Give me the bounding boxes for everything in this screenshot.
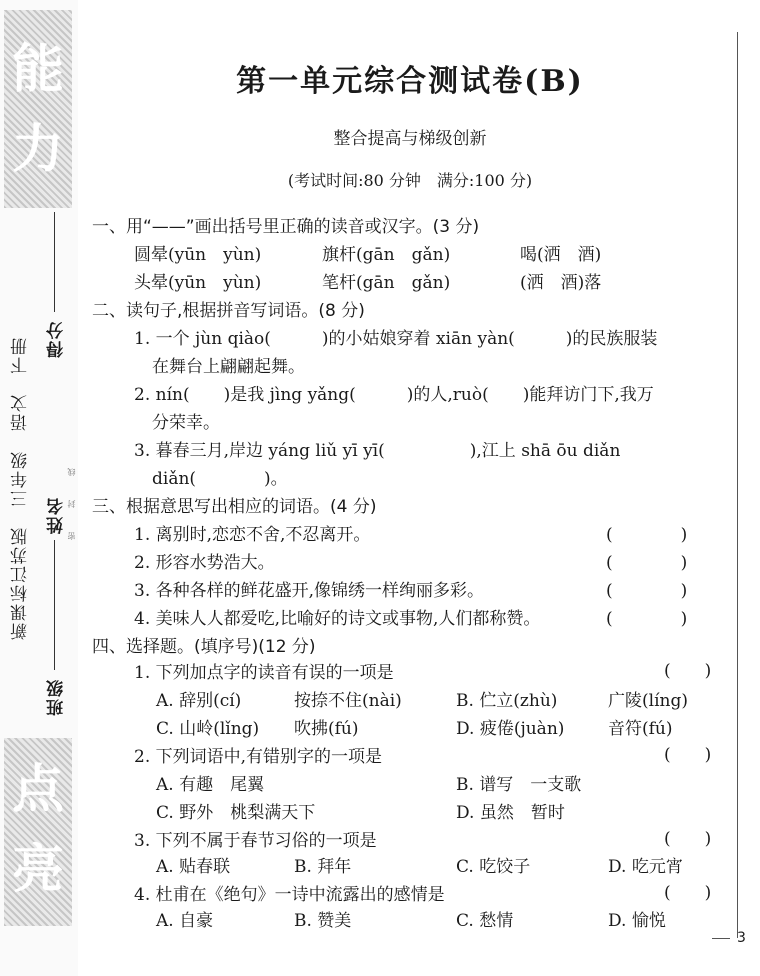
s1-item: (洒 酒)落 — [520, 273, 602, 293]
name-label: 姓名 — [47, 496, 67, 534]
s2-q1-line2: 在舞台上翩翩起舞。 — [152, 357, 305, 377]
option-a: A. 贴春联 — [156, 857, 231, 877]
section-2-heading: 二、读句子,根据拼音写词语。(8 分) — [92, 301, 365, 321]
s4-q1-stem: 1. 下列加点字的读音有误的一项是 — [134, 663, 394, 683]
deco-char: 能 — [11, 40, 64, 100]
s2-q1-line1: 1. 一个 jùn qiào( )的小姑娘穿着 xiān yàn( )的民族服装 — [134, 329, 658, 349]
page-subtitle: 整合提高与梯级创新 — [333, 129, 487, 149]
s2-q2-line2: 分荣幸。 — [152, 413, 220, 433]
s3-item: 1. 离别时,恋恋不舍,不忍离开。 — [134, 525, 371, 545]
option-b: B. 谱写 一支歌 — [456, 775, 582, 795]
option-c: C. 山岭(lǐng) — [156, 719, 260, 739]
answer-blank[interactable]: ( ) — [664, 883, 712, 903]
option-d: D. 愉悦 — [608, 911, 666, 931]
option-b: B. 伫立(zhù) — [456, 691, 558, 711]
score-label: 得分 — [47, 320, 67, 358]
deco-char: 力 — [11, 120, 64, 180]
option-b: B. 赞美 — [294, 911, 352, 931]
s1-item: 旗杆(gān gǎn) — [322, 245, 451, 265]
section-4-heading: 四、选择题。(填序号)(12 分) — [92, 637, 316, 657]
option-d: D. 吃元宵 — [608, 857, 683, 877]
option-b: B. 拜年 — [294, 857, 352, 877]
s4-q3-stem: 3. 下列不属于春节习俗的一项是 — [134, 831, 377, 851]
answer-blank[interactable]: ( ) — [664, 829, 712, 849]
s1-item: 笔杆(gān gǎn) — [322, 273, 451, 293]
option-b-2: 广陵(líng) — [608, 691, 688, 711]
class-line — [54, 626, 55, 670]
option-d: D. 虽然 暂时 — [456, 803, 565, 823]
section-1-heading: 一、用“——”画出括号里正确的读音或汉字。(3 分) — [92, 217, 480, 237]
s2-q2-line1: 2. nín( )是我 jìng yǎng( )的人,ruò( )能拜访门下,我万 — [134, 385, 654, 405]
option-d-2: 音符(fú) — [608, 719, 673, 739]
option-d: D. 疲倦(juàn) — [456, 719, 565, 739]
s1-item: 圆晕(yūn yùn) — [134, 245, 262, 265]
seal-line-text: 密 封 线 — [67, 468, 76, 540]
answer-blank[interactable]: ( ) — [664, 661, 712, 681]
s1-item: 喝(洒 酒) — [520, 245, 602, 265]
option-c: C. 吃饺子 — [456, 857, 531, 877]
section-3-heading: 三、根据意思写出相应的词语。(4 分) — [92, 497, 377, 517]
page-title: 第一单元综合测试卷(B) — [236, 64, 584, 99]
s3-item: 4. 美味人人都爱吃,比喻好的诗文或事物,人们都称赞。 — [134, 609, 541, 629]
s1-item: 头晕(yūn yùn) — [134, 273, 262, 293]
edition-label: 新课标江苏版 三年级 语文 下册 — [11, 336, 31, 640]
class-label: 班级 — [47, 678, 67, 716]
answer-blank[interactable]: ( ) — [606, 609, 688, 629]
exam-info: (考试时间:80 分钟 满分:100 分) — [287, 171, 533, 190]
option-a: A. 辞别(cí) — [156, 691, 242, 711]
answer-blank[interactable]: ( ) — [606, 581, 688, 601]
s3-item: 3. 各种各样的鲜花盛开,像锦绣一样绚丽多彩。 — [134, 581, 485, 601]
s2-q3-line2: diǎn( )。 — [152, 469, 288, 489]
s2-q3-line1: 3. 暮春三月,岸边 yáng liǔ yī yī( ),江上 shā ōu diǎn — [134, 441, 621, 461]
option-a: A. 有趣 尾翼 — [156, 775, 265, 795]
page-number: 3 — [737, 930, 746, 946]
answer-blank[interactable]: ( ) — [606, 553, 688, 573]
s3-item: 2. 形容水势浩大。 — [134, 553, 275, 573]
page-number-dash — [712, 938, 730, 939]
answer-blank[interactable]: ( ) — [664, 745, 712, 765]
deco-char: 点 — [11, 760, 64, 820]
s4-q4-stem: 4. 杜甫在《绝句》一诗中流露出的感情是 — [134, 885, 445, 905]
answer-blank[interactable]: ( ) — [606, 525, 688, 545]
score-line — [54, 212, 55, 312]
option-a-2: 按捺不住(nài) — [294, 691, 402, 711]
deco-char: 亮 — [11, 840, 64, 900]
option-c: C. 野外 桃梨满天下 — [156, 803, 316, 823]
s4-q2-stem: 2. 下列词语中,有错别字的一项是 — [134, 747, 383, 767]
option-c-2: 吹拂(fú) — [294, 719, 359, 739]
option-c: C. 愁情 — [456, 911, 514, 931]
option-a: A. 自豪 — [156, 911, 214, 931]
